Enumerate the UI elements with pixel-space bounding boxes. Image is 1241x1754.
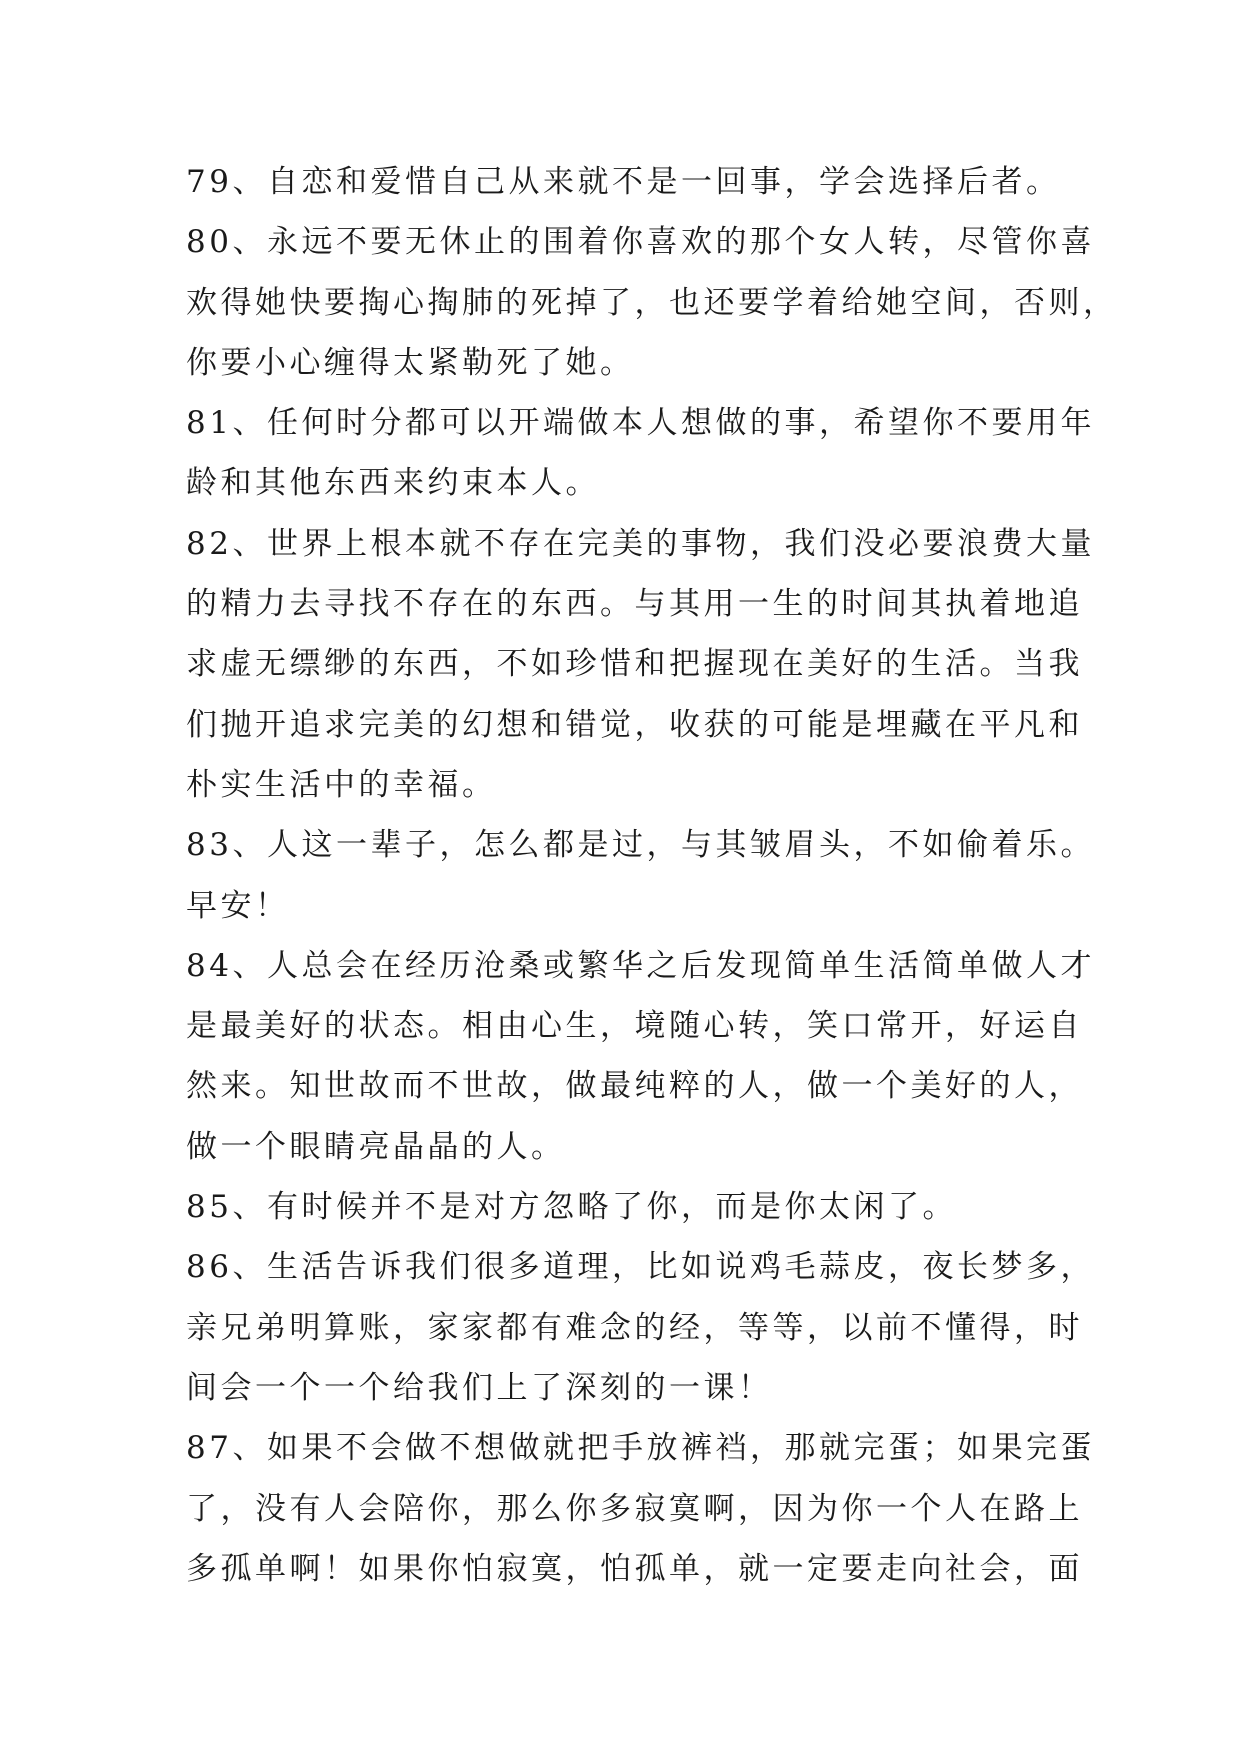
text-line: 间会一个一个给我们上了深刻的一课！ <box>186 1369 773 1406</box>
text-line: 多孤单啊！如果你怕寂寞，怕孤单，就一定要走向社会，面 <box>186 1550 1083 1587</box>
text-line: 87、如果不会做不想做就把手放裤裆，那就完蛋；如果完蛋 <box>186 1430 1095 1467</box>
text-line: 79、自恋和爱惜自己从来就不是一回事，学会选择后者。 <box>186 164 1061 200</box>
text-line: 亲兄弟明算账，家家都有难念的经，等等，以前不懂得，时 <box>186 1309 1083 1346</box>
text-line: 的精力去寻找不存在的东西。与其用一生的时间其执着地追 <box>186 586 1083 623</box>
text-line: 欢得她快要掏心掏肺的死掉了，也还要学着给她空间，否则， <box>186 284 1118 321</box>
document-body <box>186 152 1118 1599</box>
text-line: 86、生活告诉我们很多道理，比如说鸡毛蒜皮，夜长梦多， <box>186 1249 1095 1286</box>
text-line: 早安！ <box>186 887 290 924</box>
text-line: 83、人这一辈子，怎么都是过，与其皱眉头，不如偷着乐。 <box>186 827 1095 864</box>
text-line: 你要小心缠得太紧勒死了她。 <box>186 344 635 381</box>
text-line: 82、世界上根本就不存在完美的事物，我们没必要浪费大量 <box>186 525 1095 562</box>
text-line: 求虚无缥缈的东西，不如珍惜和把握现在美好的生活。当我 <box>186 646 1083 683</box>
text-line: 是最美好的状态。相由心生，境随心转，笑口常开，好运自 <box>186 1008 1083 1045</box>
text-line: 81、任何时分都可以开端做本人想做的事，希望你不要用年 <box>186 405 1095 442</box>
text-line: 了，没有人会陪你，那么你多寂寞啊，因为你一个人在路上 <box>186 1490 1083 1527</box>
text-line: 朴实生活中的幸福。 <box>186 766 497 803</box>
text-line: 们抛开追求完美的幻想和错觉，收获的可能是埋藏在平凡和 <box>186 706 1083 743</box>
text-line: 84、人总会在经历沧桑或繁华之后发现简单生活简单做人才 <box>186 947 1095 984</box>
text-line: 做一个眼睛亮晶晶的人。 <box>186 1128 566 1165</box>
text-line: 然来。知世故而不世故，做最纯粹的人，做一个美好的人， <box>186 1068 1083 1105</box>
text-line: 85、有时候并不是对方忽略了你，而是你太闲了。 <box>186 1189 957 1226</box>
text-line: 龄和其他东西来约束本人。 <box>186 465 600 502</box>
text-line: 80、永远不要无休止的围着你喜欢的那个女人转，尽管你喜 <box>186 224 1095 261</box>
